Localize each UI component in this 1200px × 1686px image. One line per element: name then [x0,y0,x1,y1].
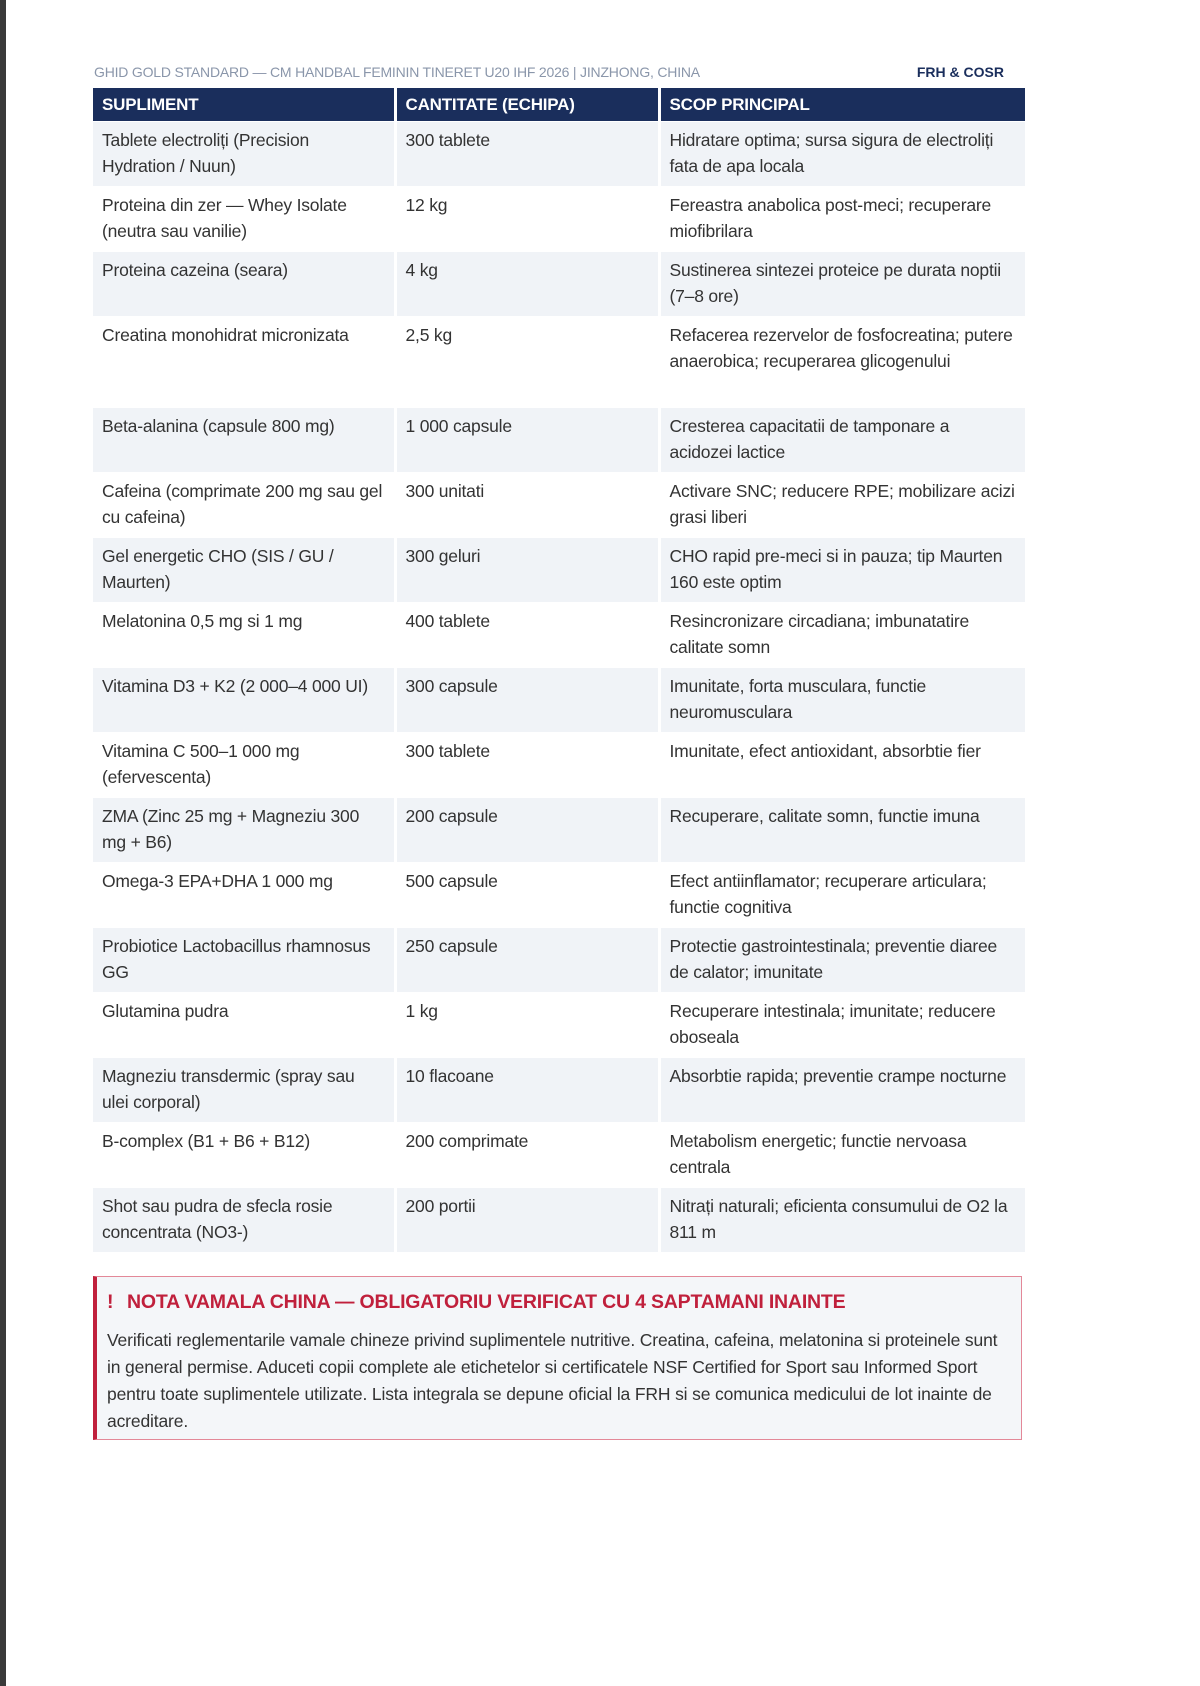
cell-cantitate: 300 unitati [395,473,659,538]
table-row [93,408,1025,473]
cell-scop: Resincronizare circadiana; imbunatatire calitate somn [659,603,1025,668]
cell-cantitate: 400 tablete [395,603,659,668]
cell-supliment: Omega-3 EPA+DHA 1 000 mg [93,863,395,928]
table-row [93,187,1025,252]
table-row [93,1188,1025,1253]
table-row [93,473,1025,538]
cell-cantitate: 4 kg [395,252,659,317]
header-title: GHID GOLD STANDARD — CM HANDBAL FEMININ TINERET U20 IHF 2026 | JINZHONG, CHINA [94,64,700,80]
cell-scop: Imunitate, efect antioxidant, absorbtie fier [659,733,1025,798]
supplements-table [93,88,1025,1253]
cell-cantitate: 200 capsule [395,798,659,863]
cell-scop: Efect antiinflamator; recuperare articulara; functie cognitiva [659,863,1025,928]
table-row [93,928,1025,993]
cell-supliment: Tablete electroliți (Precision Hydration / Nuun) [93,122,395,187]
cell-supliment: Vitamina D3 + K2 (2 000–4 000 UI) [93,668,395,733]
cell-supliment: Melatonina 0,5 mg si 1 mg [93,603,395,668]
table-row [93,1058,1025,1123]
customs-note-title [107,1289,1009,1315]
cell-supliment: Beta-alanina (capsule 800 mg) [93,408,395,473]
cell-cantitate: 500 capsule [395,863,659,928]
cell-scop: Activare SNC; reducere RPE; mobilizare acizi grasi liberi [659,473,1025,538]
table-row [93,798,1025,863]
column-header-scop: SCOP PRINCIPAL [659,88,1025,122]
column-header-supliment: SUPLIMENT [93,88,395,122]
cell-cantitate: 200 portii [395,1188,659,1253]
cell-cantitate: 12 kg [395,187,659,252]
cell-cantitate: 2,5 kg [395,317,659,408]
table-row [93,122,1025,187]
cell-supliment: Proteina din zer — Whey Isolate (neutra sau vanilie) [93,187,395,252]
cell-cantitate: 1 000 capsule [395,408,659,473]
customs-note-heading: NOTA VAMALA CHINA — OBLIGATORIU VERIFICAT CU 4 SAPTAMANI INAINTE [127,1291,846,1313]
cell-cantitate: 200 comprimate [395,1123,659,1188]
header-org: FRH & COSR [916,64,1004,80]
table-row [93,1123,1025,1188]
cell-scop: Fereastra anabolica post-meci; recuperare miofibrilara [659,187,1025,252]
table-row [93,603,1025,668]
cell-supliment: Creatina monohidrat micronizata [93,317,395,408]
cell-scop: Metabolism energetic; functie nervoasa centrala [659,1123,1025,1188]
exclamation-icon: ! [107,1291,114,1313]
column-header-cantitate: CANTITATE (ECHIPA) [395,88,659,122]
cell-scop: Sustinerea sintezei proteice pe durata noptii (7–8 ore) [659,252,1025,317]
cell-cantitate: 300 tablete [395,122,659,187]
cell-supliment: ZMA (Zinc 25 mg + Magneziu 300 mg + B6) [93,798,395,863]
cell-supliment: Cafeina (comprimate 200 mg sau gel cu cafeina) [93,473,395,538]
table-row [93,538,1025,603]
cell-scop: Imunitate, forta musculara, functie neuromusculara [659,668,1025,733]
table-row [93,317,1025,408]
cell-supliment: Magneziu transdermic (spray sau ulei corporal) [93,1058,395,1123]
cell-cantitate: 10 flacoane [395,1058,659,1123]
cell-supliment: B-complex (B1 + B6 + B12) [93,1123,395,1188]
cell-scop: Protectie gastrointestinala; preventie diaree de calator; imunitate [659,928,1025,993]
cell-cantitate: 1 kg [395,993,659,1058]
cell-scop: Nitrați naturali; eficienta consumului de O2 la 811 m [659,1188,1025,1253]
cell-cantitate: 300 tablete [395,733,659,798]
table-row [93,993,1025,1058]
cell-supliment: Proteina cazeina (seara) [93,252,395,317]
cell-supliment: Gel energetic CHO (SIS / GU / Maurten) [93,538,395,603]
page-header [94,62,1004,82]
cell-scop: Absorbtie rapida; preventie crampe nocturne [659,1058,1025,1123]
table-row [93,252,1025,317]
table-row [93,668,1025,733]
cell-scop: Refacerea rezervelor de fosfocreatina; putere anaerobica; recuperarea glicogenului [659,317,1025,408]
customs-note-box [93,1276,1022,1440]
customs-note-body: Verificati reglementarile vamale chineze privind suplimentele nutritive. Creatina, cafeina, melatonina si proteinele sunt in general permise. Aduceti copii complete ale etichetelor si certificatele NSF Certified for Sport sau Informed Sport pentru toate suplimentele utilizate. Lista integrala se depune oficial la FRH si se comunica medicului de lot inainte de acreditare. [107,1330,998,1431]
cell-supliment: Vitamina C 500–1 000 mg (efervescenta) [93,733,395,798]
cell-supliment: Glutamina pudra [93,993,395,1058]
cell-cantitate: 300 capsule [395,668,659,733]
cell-scop: Cresterea capacitatii de tamponare a acidozei lactice [659,408,1025,473]
cell-supliment: Shot sau pudra de sfecla rosie concentrata (NO3-) [93,1188,395,1253]
cell-scop: CHO rapid pre-meci si in pauza; tip Maurten 160 este optim [659,538,1025,603]
cell-cantitate: 250 capsule [395,928,659,993]
table-row [93,733,1025,798]
cell-supliment: Probiotice Lactobacillus rhamnosus GG [93,928,395,993]
table-row [93,863,1025,928]
cell-cantitate: 300 geluri [395,538,659,603]
viewer-left-edge [0,0,6,1686]
cell-scop: Hidratare optima; sursa sigura de electroliți fata de apa locala [659,122,1025,187]
cell-scop: Recuperare, calitate somn, functie imuna [659,798,1025,863]
cell-scop: Recuperare intestinala; imunitate; reducere oboseala [659,993,1025,1058]
table-header-row [93,88,1025,122]
